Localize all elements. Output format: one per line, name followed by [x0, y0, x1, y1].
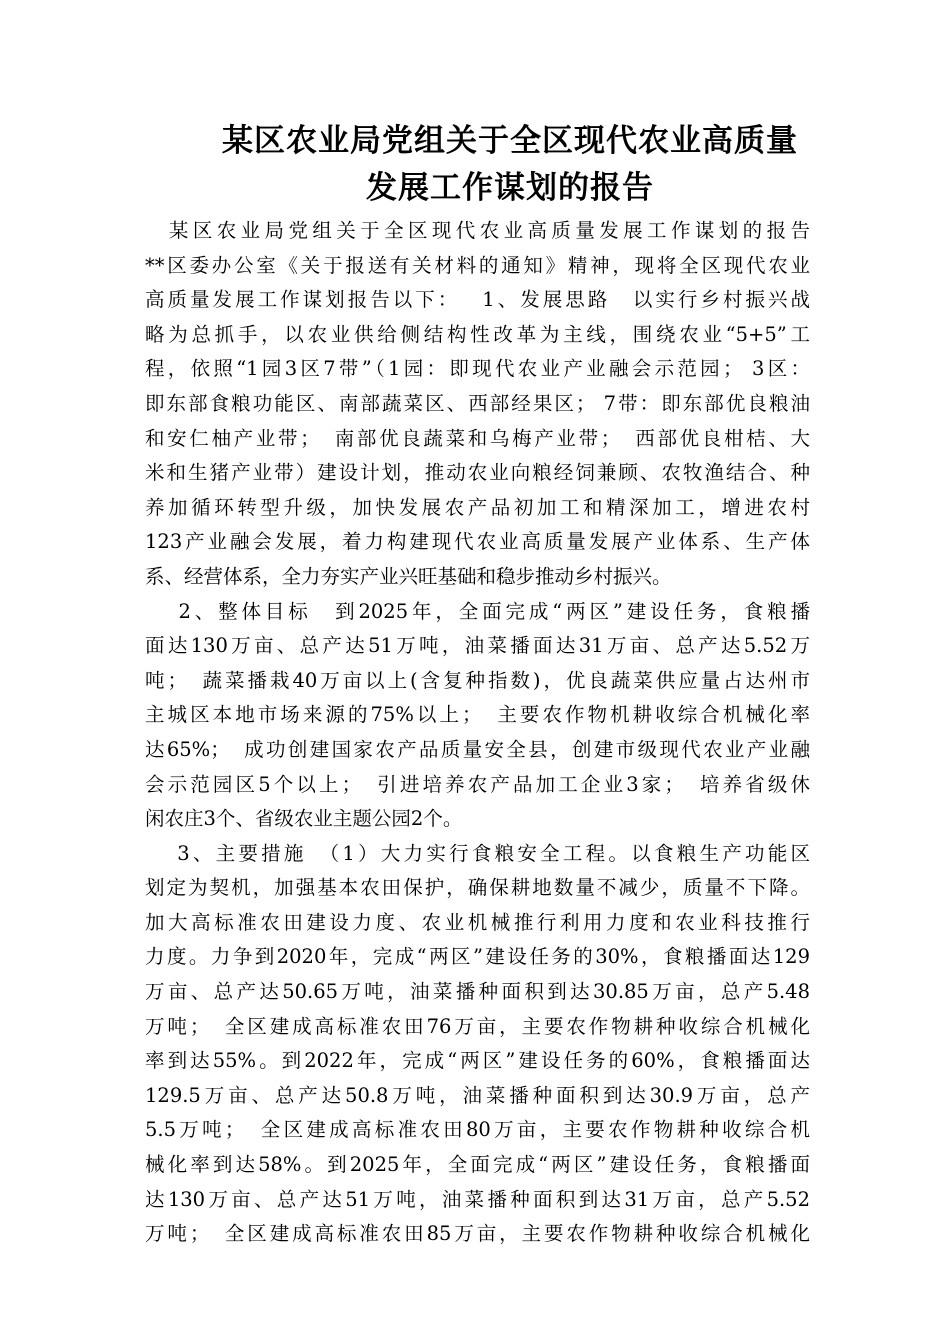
body-line: 万亩、总产达50.65万吨，油菜播种面积到达30.85万亩，总产5.48 [145, 980, 810, 1004]
body-line: 会示范园区5个以上； 引进培养农产品加工企业3家； 培养省级休 [145, 772, 810, 796]
body-line: 129.5万亩、总产达50.8万吨，油菜播种面积到达30.9万亩，总产 [145, 1083, 810, 1107]
body-line: 即东部食粮功能区、南部蔬菜区、西部经果区； 7带：即东部优良粮油 [145, 391, 810, 415]
body-line: 力度。力争到2020年，完成“两区”建设任务的30%，食粮播面达129 [145, 945, 810, 969]
body-line: 米和生猪产业带）建设计划，推动农业向粮经饲兼顾、农牧渔结合、种 [145, 461, 810, 485]
body-line: 达130万亩、总产达51万吨，油菜播种面积到达31万亩，总产5.52 [145, 1187, 810, 1211]
body-line: 2、整体目标 到2025年，全面完成“两区”建设任务，食粮播 [145, 599, 810, 623]
title-line-1: 某区农业局党组关于全区现代农业高质量 [222, 123, 798, 159]
body-line: 高质量发展工作谋划报告以下： 1、发展思路 以实行乡村振兴战 [145, 288, 810, 312]
body-line: 率到达55%。到2022年，完成“两区”建设任务的60%，食粮播面达 [145, 1049, 810, 1073]
body-line: 某区农业局党组关于全区现代农业高质量发展工作谋划的报告 [145, 219, 810, 242]
body-line: 达65%； 成功创建国家农产品质量安全县，创建市级现代农业产业融 [145, 737, 810, 761]
body-line: 万吨； 全区建成高标准农田76万亩，主要农作物耕种收综合机械化 [145, 1014, 810, 1038]
body-line: 略为总抓手，以农业供给侧结构性改革为主线，围绕农业“5+5”工 [145, 322, 810, 346]
body-line: 和安仁柚产业带； 南部优良蔬菜和乌梅产业带； 西部优良柑桔、大 [145, 426, 810, 450]
body-line: 加大高标准农田建设力度、农业机械推行利用力度和农业科技推行 [145, 910, 810, 934]
document-body [145, 214, 810, 1252]
body-line: 3、主要措施 （1）大力实行食粮安全工程。以食粮生产功能区 [145, 841, 810, 865]
title-line-2: 发展工作谋划的报告 [366, 170, 654, 206]
body-line: 械化率到达58%。到2025年，全面完成“两区”建设任务，食粮播面 [145, 1153, 810, 1177]
body-line: 万吨； 全区建成高标准农田85万亩，主要农作物耕种收综合机械化 [145, 1222, 810, 1246]
body-line: 5.5万吨； 全区建成高标准农田80万亩，主要农作物耕种收综合机 [145, 1118, 810, 1142]
body-line: 123产业融会发展，着力构建现代农业高质量发展产业体系、生产体 [145, 530, 810, 554]
body-line: 系、经营体系，全力夯实产业兴旺基础和稳步推动乡村振兴。 [145, 564, 672, 588]
body-line: 吨； 蔬菜播栽40万亩以上(含复种指数)，优良蔬菜供应量占达州市 [145, 668, 810, 692]
body-line: 划定为契机，加强基本农田保护，确保耕地数量不减少，质量不下降。 [145, 876, 810, 900]
body-line: **区委办公室《关于报送有关材料的通知》精神，现将全区现代农业 [145, 253, 810, 277]
body-line: 程，依照“1园3区7带”（1园：即现代农业产业融会示范园； 3区： [145, 357, 810, 381]
body-line: 面达130万亩、总产达51万吨，油菜播面达31万亩、总产达5.52万 [145, 634, 810, 658]
body-line: 闲农庄3个、省级农业主题公园2个。 [145, 807, 463, 831]
document-title [145, 118, 875, 212]
body-line: 养加循环转型升级，加快发展农产品初加工和精深加工，增进农村 [145, 495, 810, 519]
body-line: 主城区本地市场来源的75%以上； 主要农作物机耕收综合机械化率 [145, 703, 810, 727]
